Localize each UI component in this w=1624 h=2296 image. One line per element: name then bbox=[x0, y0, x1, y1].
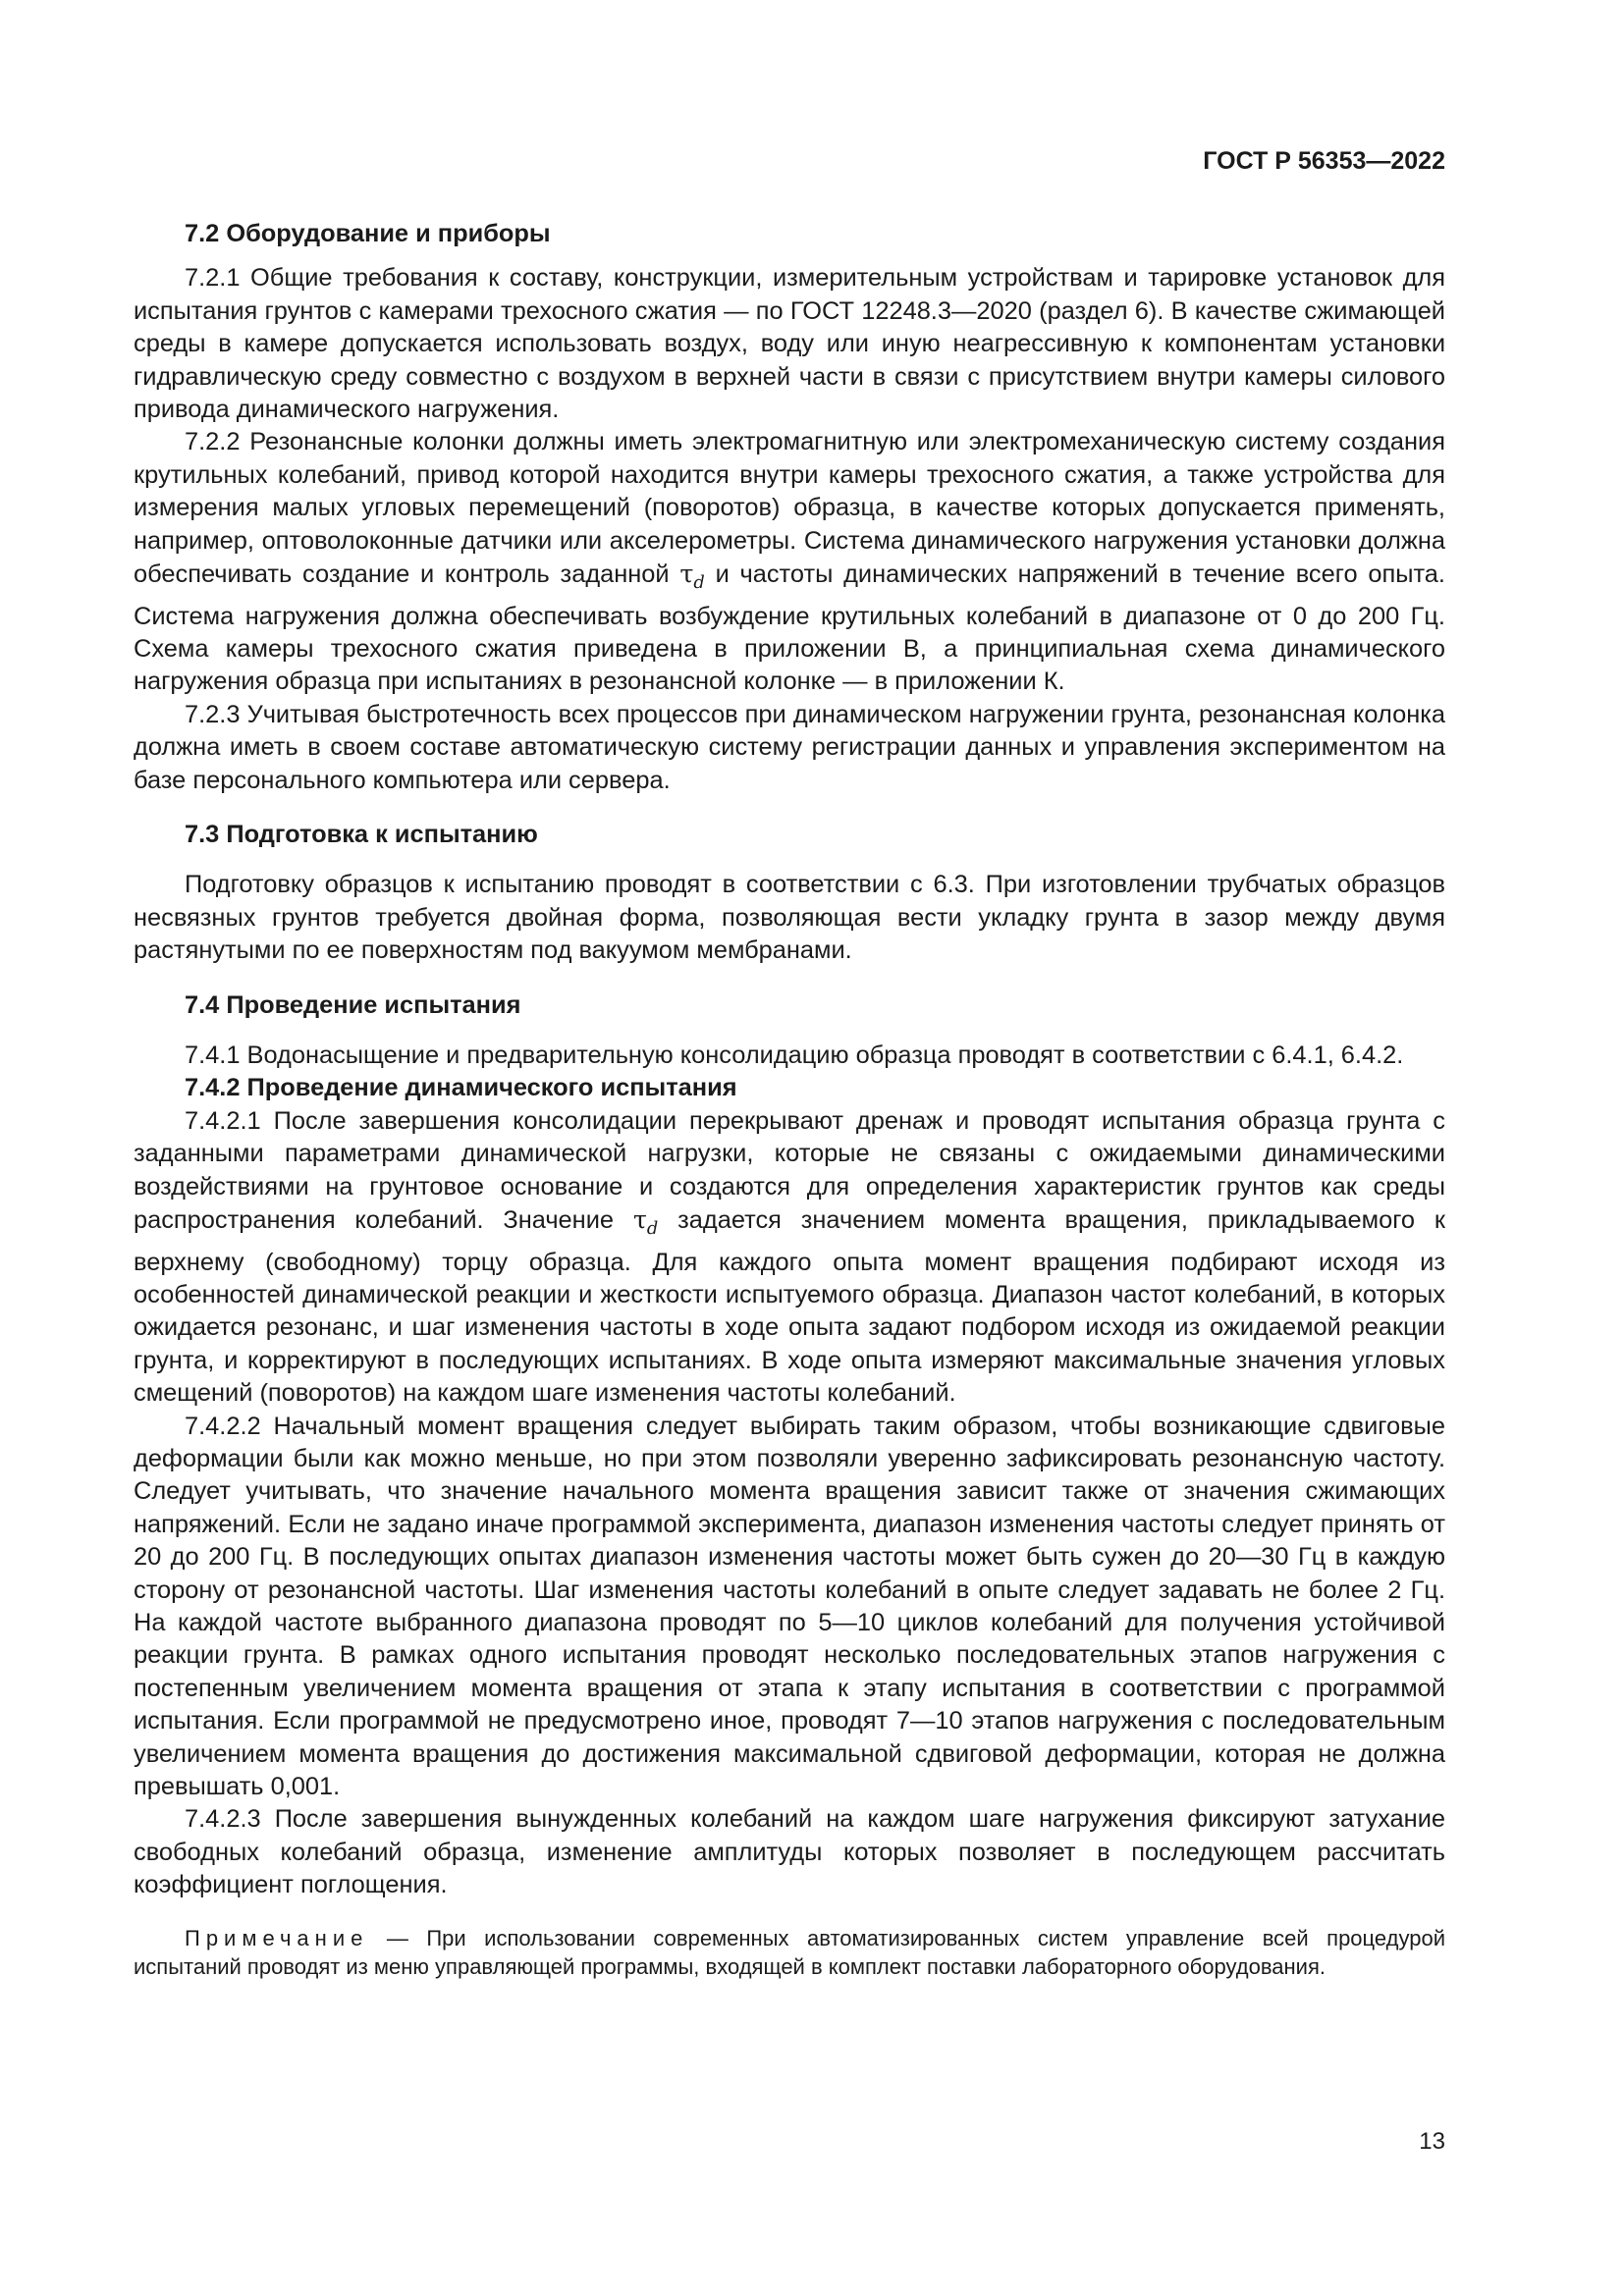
tau-subscript: d bbox=[646, 1219, 659, 1240]
paragraph-7-2-2-part-b: и частоты динамических напряжений в течение всего опыта. Система нагружения должна обеспечивать возбуждение крутильных колебаний в диапазоне от 0 до 200 Гц. Схема камеры трехосного сжатия приведена в приложении В, а принципиальная схема динамического нагружения образца при испытаниях в резонансной колонке — в приложении К. bbox=[134, 561, 1445, 696]
tau-subscript: d bbox=[693, 573, 705, 594]
note bbox=[134, 1924, 1445, 1981]
paragraph-7-2-2-part-a: 7.2.2 Резонансные колонки должны иметь электромагнитную или электромеханическую систему создания крутильных колебаний, привод которой находится внутри камеры трехосного сжатия, а также устройства для измерения малых угловых перемещений (поворотов) образца, в качестве которых допускается применять, например, оптоволоконные датчики или акселерометры. Система динамического нагружения установки должна обеспечивать создание и контроль заданной bbox=[134, 428, 1445, 589]
paragraph-7-4-2-1-part-b: задается значением момента вращения, прикладываемого к верхнему (свободному) торцу образца. Для каждого опыта момент вращения подбирают исходя из особенностей динамической реакции и жесткости испытуемого образца. Диапазон частот колебаний, в которых ожидается резонанс, и шаг изменения частоты в ходе опыта задают подбором исходя из ожидаемой реакции грунта, и корректируют в последующих испытаниях. В ходе опыта измеряют максимальные значения угловых смещений (поворотов) на каждом шаге изменения частоты колебаний. bbox=[134, 1206, 1446, 1408]
paragraph-7-3: Подготовку образцов к испытанию проводят в соответствии с 6.3. При изготовлении трубчатых образцов несвязных грунтов требуется двойная форма, позволяющая вести укладку грунта в зазор между двумя растянутыми по ее поверхностям под вакуумом мембранами. bbox=[134, 871, 1445, 965]
paragraph-7-4-2-1-part-a: 7.4.2.1 После завершения консолидации перекрывают дренаж и проводят испытания образца грунта с заданными параметрами динамической нагрузки, которые не связаны с ожидаемыми динамическими воздействиями на грунтовое основание и создаются для определения характеристик грунтов как среды распространения колебаний. Значение bbox=[134, 1106, 1445, 1235]
page-number: 13 bbox=[1419, 2128, 1445, 2155]
page-content bbox=[134, 218, 1445, 1981]
note-text: — При использовании современных автоматизированных систем управление всей процедурой испытаний проводят из меню управляющей программы, входящей в комплект поставки лабораторного оборудования. bbox=[134, 1925, 1445, 1979]
tau-letter: τ bbox=[679, 559, 694, 589]
paragraph-7-2-2 bbox=[134, 426, 1445, 698]
paragraph-7-4-2-2: 7.4.2.2 Начальный момент вращения следует выбирать таким образом, чтобы возникающие сдвиговые деформации были как можно меньше, но при этом позволяли уверенно зафиксировать резонансную частоту. Следует учитывать, что значение начального момента вращения зависит также от значения сжимающих напряжений. Если не задано иначе программой эксперимента, диапазон изменения частоты следует принять от 20 до 200 Гц. В последующих опытах диапазон изменения частоты может быть сужен до 20—30 Гц в каждую сторону от резонансной частоты. Шаг изменения частоты колебаний в опыте следует задавать не более 2 Гц. На каждой частоте выбранного диапазона проводят по 5—10 циклов колебаний для получения устойчивой реакции грунта. В рамках одного испытания проводят несколько последовательных этапов нагружения с постепенным увеличением момента вращения от этапа к этапу испытания в соответствии с программой испытания. Если программой не предусмотрено иное, проводят 7—10 этапов нагружения с последовательным увеличением момента вращения до достижения максимальной сдвиговой деформации, которая не должна превышать 0,001. bbox=[134, 1412, 1445, 1801]
section-heading-7-4: 7.4 Проведение испытания bbox=[185, 990, 521, 1019]
note-label: Примечание bbox=[185, 1925, 369, 1950]
tau-d-symbol bbox=[679, 559, 705, 594]
paragraph-7-4-2-3: 7.4.2.3 После завершения вынужденных колебаний на каждом шаге нагружения фиксируют затухание свободных колебаний образца, изменение амплитуды которых позволяет в последующем рассчитать коэффициент поглощения. bbox=[134, 1805, 1445, 1899]
section-heading-7-3: 7.3 Подготовка к испытанию bbox=[185, 820, 538, 848]
tau-d-symbol bbox=[632, 1204, 659, 1240]
paragraph-7-2-3: 7.2.3 Учитывая быстротечность всех процессов при динамическом нагружении грунта, резонансная колонка должна иметь в своем составе автоматическую систему регистрации данных и управления экспериментом на базе персонального компьютера или сервера. bbox=[134, 700, 1445, 794]
paragraph-7-2-1: 7.2.1 Общие требования к составу, конструкции, измерительным устройствам и тарировке установок для испытания грунтов с камерами трехосного сжатия — по ГОСТ 12248.3—2020 (раздел 6). В качестве сжимающей среды в камере допускается использовать воздух, воду или иную неагрессивную к компонентам установки гидравлическую среду совместно с воздухом в верхней части в связи с присутствием внутри камеры силового привода динамического нагружения. bbox=[134, 264, 1445, 424]
subsection-heading-7-4-2: 7.4.2 Проведение динамического испытания bbox=[185, 1074, 737, 1102]
paragraph-7-4-2-1 bbox=[134, 1105, 1445, 1411]
section-heading-7-2: 7.2 Оборудование и приборы bbox=[185, 220, 551, 247]
tau-letter: τ bbox=[632, 1204, 647, 1235]
standard-designation: ГОСТ Р 56353—2022 bbox=[1203, 147, 1445, 175]
paragraph-7-4-1: 7.4.1 Водонасыщение и предварительную консолидацию образца проводят в соответствии с 6.4.1, 6.4.2. bbox=[185, 1041, 1404, 1070]
